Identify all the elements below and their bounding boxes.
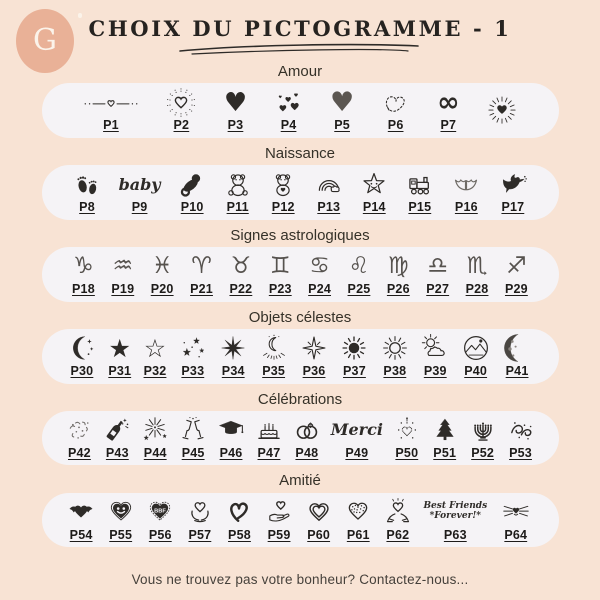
logo-dot bbox=[78, 13, 83, 18]
pictogram-option-P37[interactable] bbox=[340, 333, 368, 380]
pictogram-option-P28[interactable] bbox=[466, 251, 489, 298]
pictogram-option-P24[interactable] bbox=[308, 251, 331, 298]
sagittarius-icon: ♐ bbox=[506, 253, 527, 279]
pictogram-label[interactable]: P30 bbox=[70, 363, 94, 378]
section-amitie bbox=[0, 472, 600, 547]
pictogram-label[interactable]: P42 bbox=[67, 445, 91, 460]
pictogram-option-P17[interactable] bbox=[499, 169, 527, 216]
pictogram-option-P3[interactable] bbox=[224, 87, 247, 134]
pictogram-label[interactable]: P58 bbox=[228, 527, 251, 542]
section-title: Célébrations bbox=[257, 390, 343, 408]
bbf-heart-icon bbox=[146, 497, 174, 528]
pictogram-option-P20[interactable] bbox=[151, 251, 174, 298]
pictogram-option-P57[interactable] bbox=[186, 497, 214, 544]
pictogram-label[interactable]: P37 bbox=[343, 363, 366, 378]
pictogram-option-P48[interactable] bbox=[293, 415, 321, 462]
pictogram-label[interactable]: P24 bbox=[308, 282, 332, 296]
solid-heart-icon: ♥ bbox=[223, 87, 248, 118]
pictogram-label[interactable]: P29 bbox=[504, 282, 528, 296]
christmas-tree-icon bbox=[431, 415, 459, 446]
pictogram-label[interactable]: P20 bbox=[150, 282, 174, 296]
pictogram-label[interactable]: P22 bbox=[229, 282, 253, 296]
pictogram-option-P51[interactable] bbox=[431, 415, 459, 462]
pictogram-label[interactable]: P62 bbox=[386, 527, 410, 542]
pictogram-option-P18[interactable] bbox=[72, 251, 95, 298]
pictogram-option-P44[interactable] bbox=[141, 415, 169, 462]
aquarius-icon: ♒ bbox=[112, 253, 134, 279]
pictogram-label[interactable]: P3 bbox=[227, 118, 244, 133]
textured-moon-icon bbox=[502, 333, 532, 364]
pictogram-label[interactable]: P14 bbox=[362, 200, 386, 215]
pictogram-option-P12[interactable] bbox=[269, 169, 297, 216]
pictogram-option-P30[interactable] bbox=[68, 333, 96, 380]
dotted-heart-icon bbox=[344, 497, 372, 528]
pictogram-label[interactable]: P38 bbox=[383, 363, 407, 378]
pictogram-label[interactable]: P23 bbox=[268, 282, 292, 296]
pictogram-label[interactable]: P32 bbox=[143, 363, 167, 378]
pictogram-label[interactable]: P49 bbox=[345, 445, 369, 460]
graduation-cap-icon bbox=[217, 415, 245, 446]
pictogram-option-P25[interactable] bbox=[348, 251, 371, 298]
pictogram-label[interactable]: P39 bbox=[423, 363, 447, 378]
menorah-icon bbox=[469, 415, 497, 446]
pictogram-label[interactable]: P35 bbox=[262, 363, 286, 378]
hand-giving-heart-icon bbox=[265, 497, 293, 528]
star-face-icon bbox=[360, 169, 388, 200]
sparkle-star-icon bbox=[300, 333, 328, 364]
pictogram-option-P13[interactable] bbox=[315, 169, 343, 216]
pictogram-label[interactable]: P5 bbox=[334, 118, 350, 133]
pictogram-option-P36[interactable] bbox=[300, 333, 328, 380]
pictogram-option-P47[interactable] bbox=[255, 415, 283, 462]
pictogram-option-P10[interactable] bbox=[178, 169, 206, 216]
pictogram-option-P29[interactable] bbox=[505, 251, 528, 298]
aries-icon: ♈ bbox=[191, 253, 212, 279]
dashed-line-heart-icon bbox=[83, 87, 139, 118]
sun-outline-icon bbox=[381, 333, 409, 364]
pictogram-label[interactable]: P2 bbox=[173, 118, 190, 133]
section-amour bbox=[0, 63, 600, 138]
grunge-heart-icon: ♥ bbox=[330, 87, 355, 119]
scorpio-icon: ♏ bbox=[466, 253, 488, 279]
pictogram-option-P23[interactable] bbox=[269, 251, 292, 298]
pictogram-label[interactable]: P43 bbox=[105, 445, 129, 460]
section-title: Signes astrologiques bbox=[230, 226, 370, 244]
pictogram-option-P41[interactable] bbox=[502, 333, 532, 380]
wedding-rings-icon bbox=[293, 415, 321, 446]
fireworks-icon bbox=[141, 415, 169, 446]
footer-note: Vous ne trouvez pas votre bonheur? Contactez-nous... bbox=[131, 572, 469, 587]
leo-icon: ♌ bbox=[348, 253, 370, 279]
angel-wings-icon bbox=[451, 169, 481, 200]
pictogram-option-P49[interactable] bbox=[331, 415, 383, 462]
pictogram-label[interactable]: P34 bbox=[221, 363, 245, 378]
confetti-icon bbox=[65, 415, 93, 446]
pictogram-label[interactable]: P10 bbox=[180, 200, 204, 215]
solid-star-icon: ★ bbox=[108, 333, 131, 363]
pictogram-label[interactable]: P25 bbox=[347, 282, 371, 296]
section-title: Amour bbox=[277, 63, 323, 80]
pictogram-option-P43[interactable] bbox=[103, 415, 131, 462]
svg-text:BBF: BBF bbox=[154, 508, 167, 515]
pictogram-label[interactable]: P9 bbox=[131, 200, 148, 215]
pictogram-row bbox=[42, 493, 559, 548]
infinity-icon: ∞ bbox=[437, 87, 460, 119]
pictogram-option-P62[interactable] bbox=[384, 497, 412, 544]
libra-icon: ♎ bbox=[427, 253, 448, 279]
pictogram-label[interactable]: P21 bbox=[190, 282, 213, 296]
pictogram-label[interactable]: P44 bbox=[143, 445, 167, 460]
hands-holding-heart-icon bbox=[186, 497, 214, 528]
pictogram-option-P7[interactable] bbox=[437, 87, 460, 134]
birthday-cake-icon bbox=[255, 415, 283, 446]
pictogram-label[interactable]: P15 bbox=[408, 200, 432, 215]
pictogram-option-P53[interactable] bbox=[507, 415, 535, 462]
sunburst-heart-icon bbox=[487, 95, 517, 126]
pictogram-label[interactable]: P13 bbox=[317, 200, 341, 215]
scribble-heart-icon bbox=[382, 87, 410, 118]
pictogram-label[interactable]: P31 bbox=[108, 363, 132, 378]
champagne-bottle-icon bbox=[103, 415, 131, 446]
section-celebrations bbox=[0, 391, 600, 466]
pacifier-icon bbox=[178, 169, 206, 200]
capricorn-icon: ♑ bbox=[73, 253, 94, 279]
pictogram-label[interactable]: P54 bbox=[69, 527, 93, 542]
best-friends-text-icon: Best Friends *Forever!* bbox=[423, 501, 488, 522]
pictogram-option-P1[interactable] bbox=[83, 87, 139, 134]
section-title: Naissance bbox=[264, 144, 336, 162]
pictogram-label[interactable]: P59 bbox=[267, 527, 291, 542]
brush-heart-icon bbox=[225, 497, 253, 528]
pictogram-sections bbox=[0, 63, 600, 547]
pictogram-option-extra[interactable] bbox=[487, 95, 517, 126]
pictogram-option-P22[interactable] bbox=[229, 251, 252, 298]
pisces-icon: ♓ bbox=[151, 253, 173, 279]
pictogram-option-P21[interactable] bbox=[190, 251, 213, 298]
pictogram-label[interactable]: P36 bbox=[302, 363, 326, 378]
pictogram-label[interactable]: P47 bbox=[257, 445, 281, 460]
section-objets-celestes bbox=[0, 309, 600, 384]
page-title: CHOIX DU PICTOGRAMME - 1 bbox=[88, 16, 512, 41]
champagne-glasses-icon bbox=[179, 415, 207, 446]
pictogram-label[interactable]: P26 bbox=[386, 282, 410, 296]
pictogram-label[interactable]: P61 bbox=[346, 527, 370, 542]
pictogram-label[interactable]: P63 bbox=[443, 527, 467, 542]
pictogram-option-P58[interactable] bbox=[225, 497, 253, 544]
section-title: Objets célestes bbox=[248, 308, 352, 326]
pictogram-option-P16[interactable] bbox=[451, 169, 481, 216]
pictogram-label[interactable]: P12 bbox=[271, 200, 295, 215]
pictogram-label[interactable]: P11 bbox=[226, 200, 249, 215]
hands-celebrating-heart-icon bbox=[384, 497, 412, 528]
pictogram-label[interactable]: P41 bbox=[505, 363, 529, 378]
pictogram-row bbox=[42, 165, 559, 220]
pictogram-option-P35[interactable] bbox=[260, 333, 288, 380]
hands-heart-icon bbox=[67, 497, 95, 528]
sun-cloud-icon bbox=[421, 333, 449, 364]
section-title: Amitié bbox=[279, 472, 321, 490]
pictogram-option-P6[interactable] bbox=[382, 87, 410, 134]
pictogram-option-P33[interactable] bbox=[179, 333, 207, 380]
landscape-circle-icon bbox=[462, 333, 490, 364]
heart-ornament-icon bbox=[393, 415, 421, 446]
pictogram-option-P61[interactable] bbox=[344, 497, 372, 544]
taurus-icon: ♉ bbox=[230, 253, 252, 279]
pictogram-label[interactable]: P46 bbox=[219, 445, 243, 460]
merci-script-icon: Merci bbox=[330, 420, 383, 440]
pictogram-row bbox=[42, 83, 559, 138]
radiant-heart-icon bbox=[166, 87, 196, 118]
pictogram-option-P42[interactable] bbox=[65, 415, 93, 462]
pictogram-label[interactable]: P51 bbox=[433, 445, 457, 460]
virgo-icon: ♍ bbox=[388, 253, 409, 279]
pictogram-option-P56[interactable] bbox=[146, 497, 174, 544]
pictogram-label[interactable]: P19 bbox=[111, 282, 135, 296]
pictogram-option-P19[interactable] bbox=[111, 251, 134, 298]
toy-train-icon bbox=[406, 169, 434, 200]
pictogram-option-P60[interactable] bbox=[305, 497, 333, 544]
eid-calligraphy-icon bbox=[507, 415, 535, 446]
pictogram-label[interactable]: P64 bbox=[504, 527, 528, 542]
pictogram-label[interactable]: P33 bbox=[181, 363, 205, 378]
pictogram-label[interactable]: P8 bbox=[79, 200, 95, 215]
pictogram-option-P34[interactable] bbox=[219, 333, 247, 380]
pictogram-option-P27[interactable] bbox=[426, 251, 449, 298]
pictogram-label[interactable]: P57 bbox=[188, 527, 212, 542]
dove-icon bbox=[499, 169, 527, 200]
pictogram-label[interactable]: P4 bbox=[280, 118, 297, 133]
pictogram-option-P5[interactable] bbox=[330, 87, 354, 134]
double-heart-icon bbox=[305, 497, 333, 528]
pictogram-option-P63[interactable] bbox=[423, 497, 487, 544]
pictogram-option-P46[interactable] bbox=[217, 415, 245, 462]
pictogram-option-P8[interactable] bbox=[73, 169, 101, 216]
rainbow-icon bbox=[315, 169, 343, 200]
sun-solid-icon bbox=[340, 333, 368, 364]
baby-script-icon: baby bbox=[118, 174, 161, 194]
pictogram-label[interactable]: P28 bbox=[465, 282, 489, 296]
pictogram-label[interactable]: P27 bbox=[426, 282, 450, 296]
pictogram-option-P31[interactable] bbox=[108, 333, 131, 380]
pictogram-option-P55[interactable] bbox=[107, 497, 135, 544]
pictogram-label[interactable]: P45 bbox=[181, 445, 205, 460]
pictogram-label[interactable]: P50 bbox=[395, 445, 419, 460]
pictogram-option-P26[interactable] bbox=[387, 251, 410, 298]
starburst-icon bbox=[219, 333, 247, 364]
pictogram-label[interactable]: P18 bbox=[72, 282, 95, 296]
pictogram-option-P4[interactable] bbox=[275, 87, 303, 134]
radiant-moon-icon bbox=[260, 333, 288, 364]
pictogram-option-P14[interactable] bbox=[360, 169, 388, 216]
pictogram-option-P9[interactable] bbox=[119, 169, 161, 216]
cancer-icon: ♋ bbox=[309, 253, 330, 279]
pictogram-option-P32[interactable] bbox=[144, 333, 167, 380]
pictogram-label[interactable]: P55 bbox=[109, 527, 133, 542]
pictogram-option-P52[interactable] bbox=[469, 415, 497, 462]
pictogram-row bbox=[42, 247, 559, 302]
pictogram-option-P15[interactable] bbox=[406, 169, 434, 216]
pictogram-option-P50[interactable] bbox=[393, 415, 421, 462]
scattered-stars-icon bbox=[179, 333, 207, 364]
brand-logo bbox=[16, 9, 74, 73]
pictogram-label[interactable]: P17 bbox=[501, 200, 525, 215]
pictogram-option-P38[interactable] bbox=[381, 333, 409, 380]
teddy-bear-heart-icon bbox=[269, 169, 297, 200]
pictogram-label[interactable]: P1 bbox=[103, 118, 119, 133]
pictogram-label[interactable]: P40 bbox=[464, 363, 488, 378]
section-signes-astrologiques bbox=[0, 227, 600, 302]
moon-stars-icon bbox=[68, 333, 96, 364]
pictogram-label[interactable]: P56 bbox=[148, 527, 172, 542]
header bbox=[0, 0, 600, 56]
pictogram-option-P45[interactable] bbox=[179, 415, 207, 462]
section-naissance bbox=[0, 145, 600, 220]
pictogram-label[interactable]: P48 bbox=[295, 445, 319, 460]
title-underline-doodle bbox=[172, 42, 428, 56]
pictogram-option-P2[interactable] bbox=[166, 87, 196, 134]
pictogram-row bbox=[42, 329, 559, 384]
pictogram-label[interactable]: P53 bbox=[509, 445, 532, 460]
pictogram-label[interactable]: P60 bbox=[307, 527, 331, 542]
pictogram-label[interactable]: P52 bbox=[471, 445, 495, 460]
pictogram-label[interactable]: P16 bbox=[454, 200, 478, 215]
pictogram-option-P59[interactable] bbox=[265, 497, 293, 544]
outline-star-icon: ☆ bbox=[143, 333, 167, 363]
pictogram-option-P11[interactable] bbox=[224, 169, 252, 216]
gemini-icon: ♊ bbox=[269, 253, 291, 279]
teddy-bear-icon bbox=[224, 169, 252, 200]
pictogram-option-P40[interactable] bbox=[462, 333, 490, 380]
pictogram-option-P54[interactable] bbox=[67, 497, 95, 544]
pictogram-label[interactable]: P7 bbox=[440, 118, 457, 133]
pictogram-row bbox=[42, 411, 559, 466]
smiley-heart-icon bbox=[107, 497, 135, 528]
cat-whiskers-heart-icon bbox=[499, 497, 533, 528]
pictogram-option-P64[interactable] bbox=[499, 497, 533, 544]
brand-logo-letter: G bbox=[33, 23, 57, 58]
pictogram-label[interactable]: P6 bbox=[387, 118, 404, 133]
scattered-hearts-icon bbox=[275, 87, 303, 118]
pictogram-option-P39[interactable] bbox=[421, 333, 449, 380]
baby-feet-icon bbox=[73, 169, 101, 200]
